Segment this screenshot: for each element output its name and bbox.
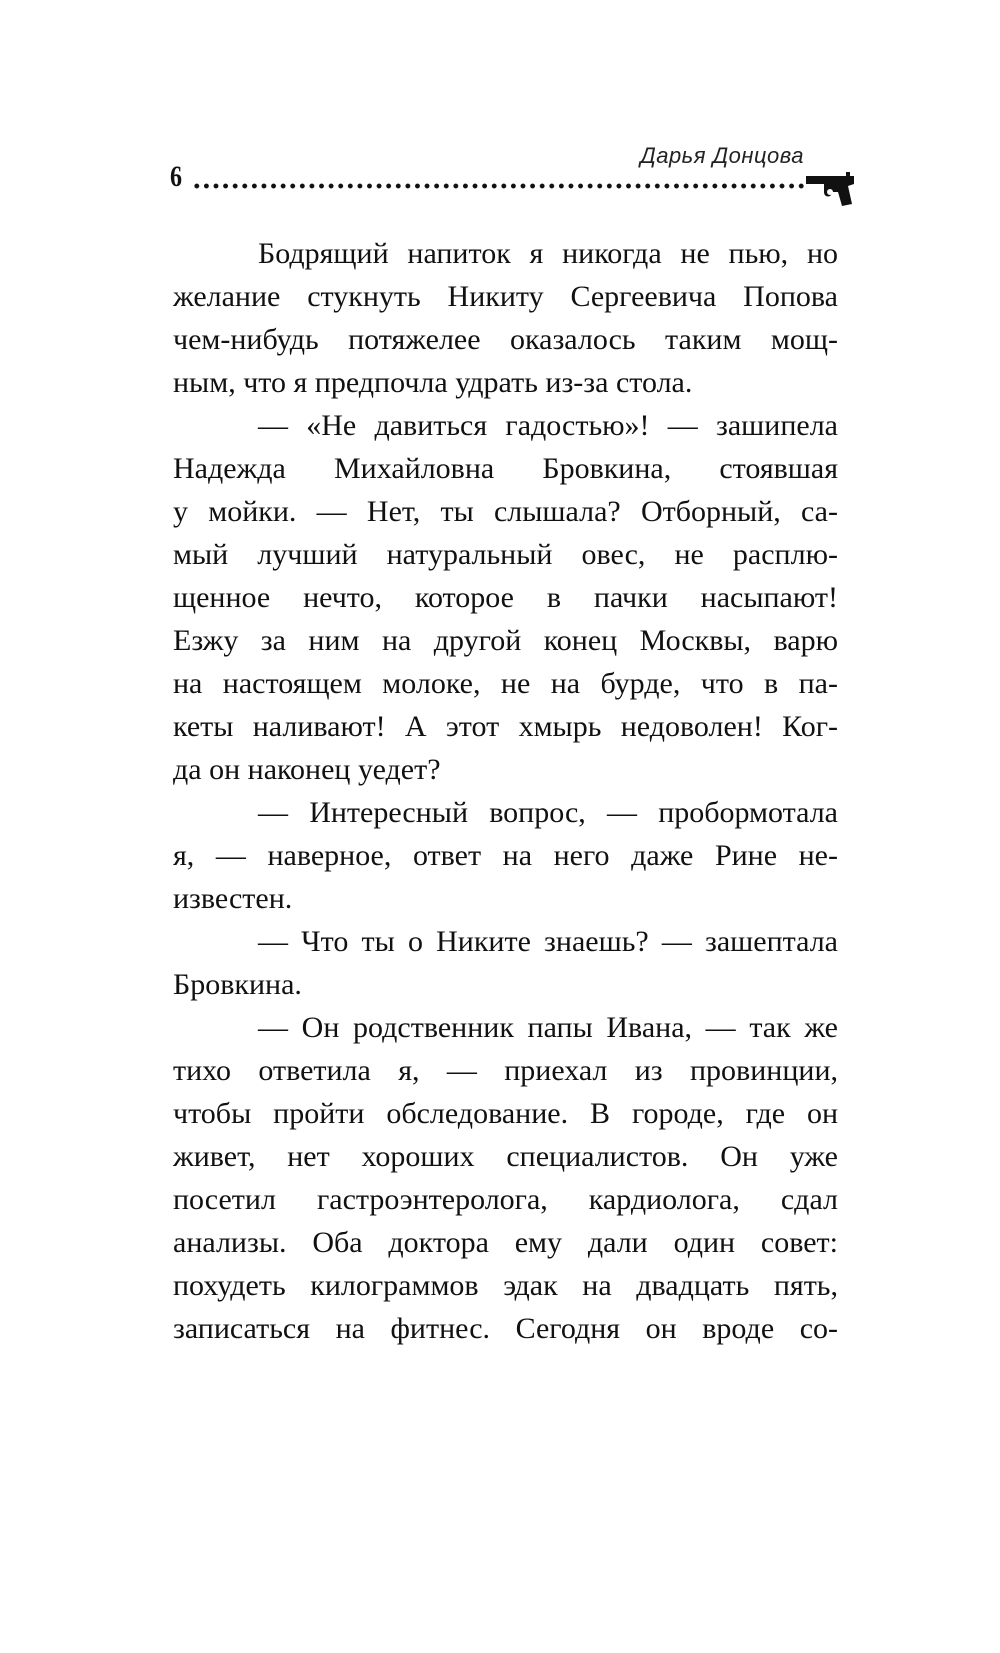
- text-line: тихо ответила я, — приехал из провинции,: [173, 1054, 838, 1087]
- text-line: да он наконец уедет?: [173, 753, 441, 786]
- text-line: похудеть килограммов эдак на двадцать пять,: [173, 1269, 838, 1302]
- text-line: Надежда Михайловна Бровкина, стоявшая: [173, 452, 838, 485]
- text-line: Бодрящий напиток я никогда не пью, но: [258, 237, 838, 270]
- body-text: [173, 232, 838, 1350]
- text-line: — Он родственник папы Ивана, — так же: [258, 1011, 838, 1044]
- text-line: мый лучший натуральный овес, не расплю-: [173, 538, 838, 571]
- text-line: анализы. Оба доктора ему дали один совет:: [173, 1226, 838, 1259]
- text-line: — «Не давиться гадостью»! — зашипела: [258, 409, 838, 442]
- text-line: чтобы пройти обследование. В городе, где он: [173, 1097, 838, 1130]
- text-line: известен.: [173, 882, 293, 915]
- text-line: ным, что я предпочла удрать из-за стола.: [173, 366, 693, 399]
- text-line: — Интересный вопрос, — пробормотала: [258, 796, 838, 829]
- revolver-icon: [806, 170, 856, 210]
- text-line: чем-нибудь потяжелее оказалось таким мощ-: [173, 323, 838, 356]
- text-line: живет, нет хороших специалистов. Он уже: [173, 1140, 838, 1173]
- running-header-author: Дарья Донцова: [640, 143, 804, 168]
- text-line: щенное нечто, которое в пачки насыпают!: [173, 581, 838, 614]
- text-line: на настоящем молоке, не на бурде, что в па-: [173, 667, 838, 700]
- page-number: 6: [170, 160, 182, 193]
- text-line: я, — наверное, ответ на него даже Рине не-: [173, 839, 838, 872]
- text-line: у мойки. — Нет, ты слышала? Отборный, са-: [173, 495, 838, 528]
- text-line: посетил гастроэнтеролога, кардиолога, сдал: [173, 1183, 838, 1216]
- text-line: Бровкина.: [173, 968, 302, 1001]
- text-line: записаться на фитнес. Сегодня он вроде со-: [173, 1312, 838, 1345]
- text-line: кеты наливают! А этот хмырь недоволен! Ког-: [173, 710, 838, 743]
- text-line: желание стукнуть Никиту Сергеевича Попова: [173, 280, 838, 313]
- text-line: — Что ты о Никите знаешь? — зашептала: [258, 925, 838, 958]
- text-line: Езжу за ним на другой конец Москвы, варю: [173, 624, 838, 657]
- dotted-rule: [192, 183, 804, 189]
